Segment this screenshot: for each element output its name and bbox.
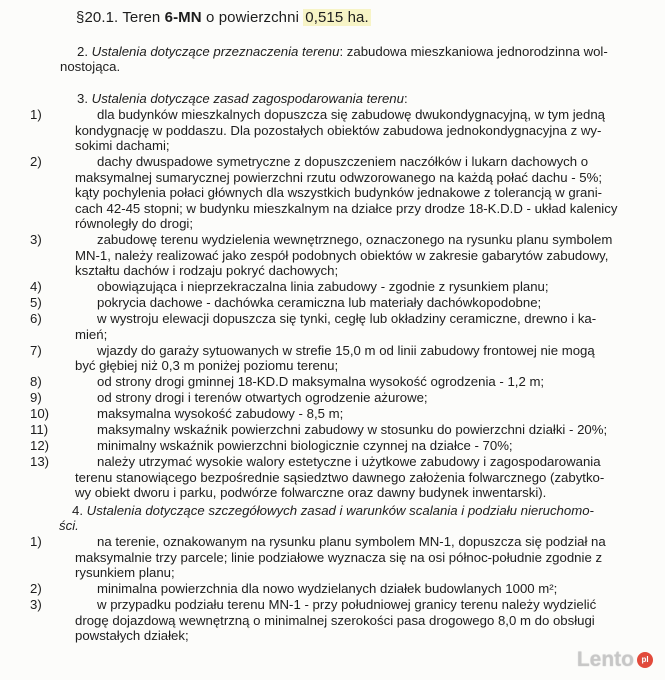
sec4-item-text: minimalna powierzchnia dla nowo wydzielanych działek budowlanych 1000 m²; xyxy=(97,581,558,596)
sec3-number: 3. xyxy=(77,91,88,106)
sec3-item-text: dla budynków mieszkalnych dopuszcza się zabudowę dwukondygnacyjną, w tym jedną xyxy=(97,107,606,122)
sec3-title: Ustalenia dotyczące zasad zagospodarowania terenu xyxy=(91,91,404,106)
sec3-item-number: 10) xyxy=(30,406,50,421)
sec3-item-text: wjazdy do garaży sytuowanych w strefie 15,0 m od linii zabudowy frontowej nie mogą xyxy=(97,342,595,358)
sec4-title: Ustalenia dotyczące szczegółowych zasad i warunków scalania i podziału nieruchomo- xyxy=(86,503,594,518)
sec4-item-text: drogę dojazdową wewnętrzną o minimalnej szerokości pasa drogowego 8,0 m do obsługi xyxy=(75,612,595,628)
heading-text-area: o powierzchni xyxy=(205,9,299,26)
sec4-title-line2: ści. xyxy=(59,518,79,533)
sec4-title-line1 xyxy=(72,503,594,518)
sec3-item-text: być głębiej niż 0,3 m poniżej poziomu terenu; xyxy=(75,358,339,373)
sec3-item-number: 2) xyxy=(30,154,42,169)
sec3-item-number: 7) xyxy=(30,342,42,358)
sec3-item-number: 8) xyxy=(30,374,42,389)
sec3-item-text: zabudowę terenu wydzielenia wewnętrznego, oznaczonego na rysunku planu symbolem xyxy=(97,232,613,247)
sec3-colon: : xyxy=(403,91,408,106)
sec4-item-text: w przypadku podziału terenu MN-1 - przy południowej granicy terenu należy wydzielić xyxy=(97,597,597,612)
sec3-item-text: cach 42-45 stopni; w budynku mieszkalnym na działce przy drodze 18-K.D.D - układ kalenicy równoległy do drogi; xyxy=(75,200,618,231)
section-number: §20.1. xyxy=(76,9,119,26)
sec3-item-text: od strony drogi gminnej 18-KD.D maksymalna wysokość ogrodzenia - 1,2 m; xyxy=(97,374,545,389)
sec3-item-text: w wystroju elewacji dopuszcza się tynki, cegłę lub okładziny ceramiczne, drewno i ka- xyxy=(97,311,597,326)
sec3-item-text: maksymalnej sumarycznej powierzchni rzutu odwzorowanego na każdą połać dachu - 5%; xyxy=(75,169,603,185)
sec3-item-text: wy obiekt dworu i parku, podwórze folwarczne oraz dawny budynek inwentarski). xyxy=(75,485,547,500)
sec3-item-text: maksymalny wskaźnik powierzchni zabudowy w stosunku do powierzchni działki - 20%; xyxy=(97,422,608,437)
sec3-item-number: 3) xyxy=(30,232,42,247)
sec3-item-number: 4) xyxy=(30,279,42,294)
sec2-text: : zabudowa mieszkaniowa jednorodzinna wol- xyxy=(339,44,608,59)
sec3-item-text: maksymalna wysokość zabudowy - 8,5 m; xyxy=(97,406,344,421)
sec4-item-text: powstałych działek; xyxy=(75,628,189,643)
sec3-item-number: 1) xyxy=(30,107,42,122)
section-heading xyxy=(76,9,371,26)
sec4-item-number: 2) xyxy=(30,581,42,596)
sec3-title-line xyxy=(77,91,408,106)
lento-watermark xyxy=(577,648,653,672)
sec3-item-text: od strony drogi i terenów otwartych ogrodzenie ażurowe; xyxy=(97,390,428,405)
sec4-item-text: na terenie, oznakowanym na rysunku planu symbolem MN-1, dopuszcza się podział na xyxy=(97,534,606,549)
sec3-item-text: terenu stanowiącego bezpośrednie sąsiedztwo dawnego założenia folwarcznego (zabytko- xyxy=(75,469,605,485)
sec4-item-number: 1) xyxy=(30,534,42,549)
sec3-item-number: 6) xyxy=(30,311,42,326)
sec3-item-text: dachy dwuspadowe symetryczne z dopuszczeniem naczółków i lukarn dachowych o xyxy=(97,154,589,169)
sec4-number: 4. xyxy=(72,503,83,518)
sec3-item-text: MN-1, należy realizować jako zespół podobnych obiektów w zakresie gabarytów zabudowy, xyxy=(75,247,609,263)
sec3-item-number: 11) xyxy=(30,422,49,437)
sec3-item-number: 5) xyxy=(30,295,42,310)
area-value: 0,515 ha. xyxy=(305,9,369,26)
sec3-item-text: obowiązująca i nieprzekraczalna linia zabudowy - zgodnie z rysunkiem planu; xyxy=(97,279,549,294)
sec3-item-text: minimalny wskaźnik powierzchni biologicznie czynnej na działce - 70%; xyxy=(97,438,513,453)
sec2-number: 2. xyxy=(77,44,88,59)
sec4-item-text: rysunkiem planu; xyxy=(75,565,175,580)
sec2-line1 xyxy=(77,44,608,59)
sec2-line2: nostojąca. xyxy=(60,59,121,74)
sec3-item-text: sokimi dachami; xyxy=(75,138,170,153)
sec3-item-text: kąty pochylenia połaci głównych dla wszystkich budynków jednakowe z tolerancją w grani- xyxy=(75,185,603,200)
watermark-badge: pl xyxy=(637,652,653,668)
sec3-item-text: kondygnację w poddaszu. Dla pozostałych obiektów zabudowa jednokondygnacyjna z wy- xyxy=(75,122,602,138)
watermark-text: Lento xyxy=(576,648,634,671)
sec3-item-number: 13) xyxy=(30,454,50,469)
sec3-item-text: należy utrzymać wysokie walory estetyczne i użytkowe zabudowy i zagospodarowania xyxy=(97,454,601,469)
sec3-item-text: mień; xyxy=(75,326,108,342)
sec2-title: Ustalenia dotyczące przeznaczenia terenu xyxy=(91,44,340,59)
area-code: 6-MN xyxy=(164,9,202,26)
sec3-item-number: 9) xyxy=(30,390,42,405)
sec4-item-number: 3) xyxy=(30,597,42,612)
sec3-item-text: kształtu dachów i rodzaju pokryć dachowych; xyxy=(75,263,339,278)
sec3-item-number: 12) xyxy=(30,438,50,453)
sec4-item-text: maksymalnie trzy parcele; linie podziałowe wyznacza się na osi północ-południe zgodnie z xyxy=(75,549,603,565)
sec3-item-text: pokrycia dachowe - dachówka ceramiczna lub materiały dachówkopodobne; xyxy=(97,295,542,310)
heading-text-teren: Teren xyxy=(122,9,161,26)
